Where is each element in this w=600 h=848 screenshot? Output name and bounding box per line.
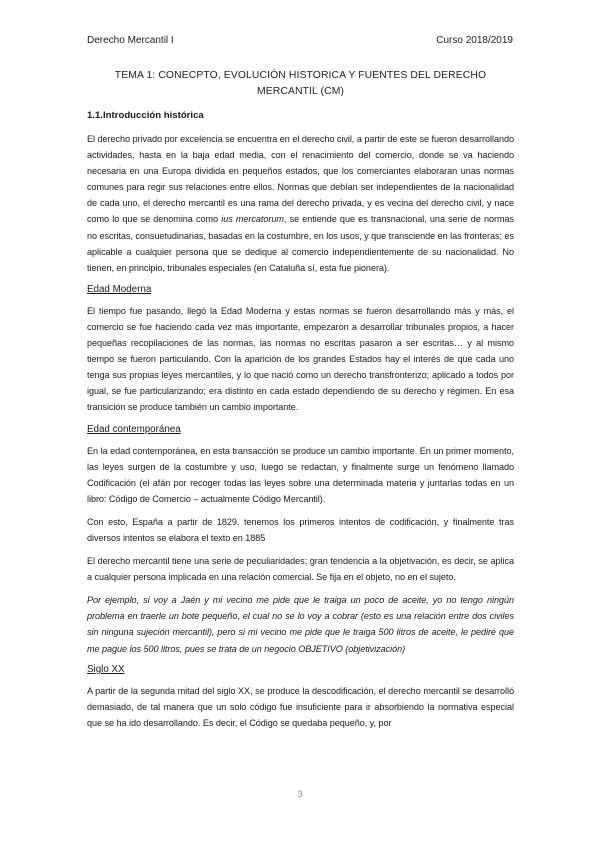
document-title: TEMA 1: CONECPTO, EVOLUCIÓN HISTORICA Y FUENTES DEL DERECHO MERCANTIL (CM)	[114, 70, 487, 97]
header-course-name: Derecho Mercantil I	[87, 35, 174, 46]
header-academic-year: Curso 2018/2019	[436, 35, 513, 46]
paragraph-codificacion: En la edad contemporánea, en esta transacción se produce un cambio importante. En un primer momento, las leyes surgen de la costumbre y uso, luego se redactan, y finalmente surge un fenómeno llamado Codificación (el afán por recoger todas las leyes sobre una determinada materia y juntarlas todas en un libro: Código de Comercio – actualmente Código Mercantil).	[87, 445, 514, 504]
paragraph-edad-moderna: El tiempo fue pasando, llegó la Edad Moderna y estas normas se fueron desarrollando más y más, el comercio se fue haciendo cada vez más importante, empezaron a desarrollar tribunales propios, a hacer pequeñas recopilaciones de las normas, las normas no escritas pasaron a ser escritas… y al mismo tiempo se fueron particulando. Con la aparición de los grandes Estados hay el interés de que cada uno tenga sus propias leyes mercantiles, y lo que nació como un derecho transfronterizo; aplicado a todos por igual, se fue particularizando; era distinto en cada estado dependiendo de su derecho y régimen. En esa transición se produce también un cambio importante.	[87, 305, 514, 413]
paragraph-siglo-xx: A partir de la segunda mitad del siglo XX, se produce la descodificación, el derecho mercantil se desarrolló demasiado, de tal manera que un solo código fue insuficiente para ir absorbiendo la normativa especial que se ha ido desarrollando. Es decir, el Código se quedaba pequeño, y, por	[87, 685, 514, 728]
paragraph-intro	[87, 131, 514, 276]
section-heading-siglo-xx: Siglo XX	[87, 663, 125, 675]
paragraph-peculiaridades: El derecho mercantil tiene una serie de peculiaridades; gran tendencia a la objetivación, es decir, se aplica a cualquier persona implicada en una relación comercial. Se fija en el objeto, no en el sujeto.	[87, 556, 514, 583]
section-heading-edad-contemporanea: Edad contemporánea	[87, 423, 181, 435]
paragraph-ejemplo: Por ejemplo, si voy a Jaén y mi vecino me pide que le traiga un poco de aceite, yo no tengo ningún problema en traerle un bote pequeño, el cual no se lo voy a cobrar (esto es una relación entre dos civiles sin ninguna sujeción mercantil), pero si mi vecino me pide que le traiga 500 litros de aceite, le pediré que me pague los 500 litros, pues se trata de un negocio OBJETIVO (objetivización)	[87, 595, 514, 654]
section-heading-intro: 1.1.Introducción histórica	[87, 110, 204, 121]
page-number: 3	[297, 789, 303, 799]
page-body	[87, 68, 514, 739]
paragraph-intro-part-b: , se entiende que es transnacional, una serie de normas no escritas, consuetudinarias, basadas en la costumbre, en los usos, y que transciende en las fronteras; es aplicable a cualquier persona que se dedique al comercio independientemente de su nacionalidad. No tienen, en principio, tribunales especiales (en Cataluña sí, esta fue pionera).	[87, 214, 514, 273]
ius-mercatorum-term: ius mercatorum	[221, 214, 284, 225]
paragraph-espana-1829: Con esto, España a partir de 1829, tenemos los primeros intentos de codificación, y finalmente tras diversos intentos se elabora el texto en 1885	[87, 516, 514, 543]
section-heading-edad-moderna: Edad Moderna	[87, 283, 152, 295]
page-header	[87, 35, 513, 46]
paragraph-intro-part-a: El derecho privado por excelencia se encuentra en el derecho civil, a partir de este se fueron desarrollando actividades, hasta en la baja edad media, con el renacimiento del comercio, donde se va haciendo necesaria en una Europa dividida en pequeños estados, que los comerciantes elaboraran unas normas comunes para regir sus relaciones entre ellos. Normas que debían ser independientes de la nacionalidad de cada uno, el derecho mercantil es una rama del derecho privada, y es vecina del derecho civil, y nace como lo que se denomina como	[87, 134, 514, 225]
